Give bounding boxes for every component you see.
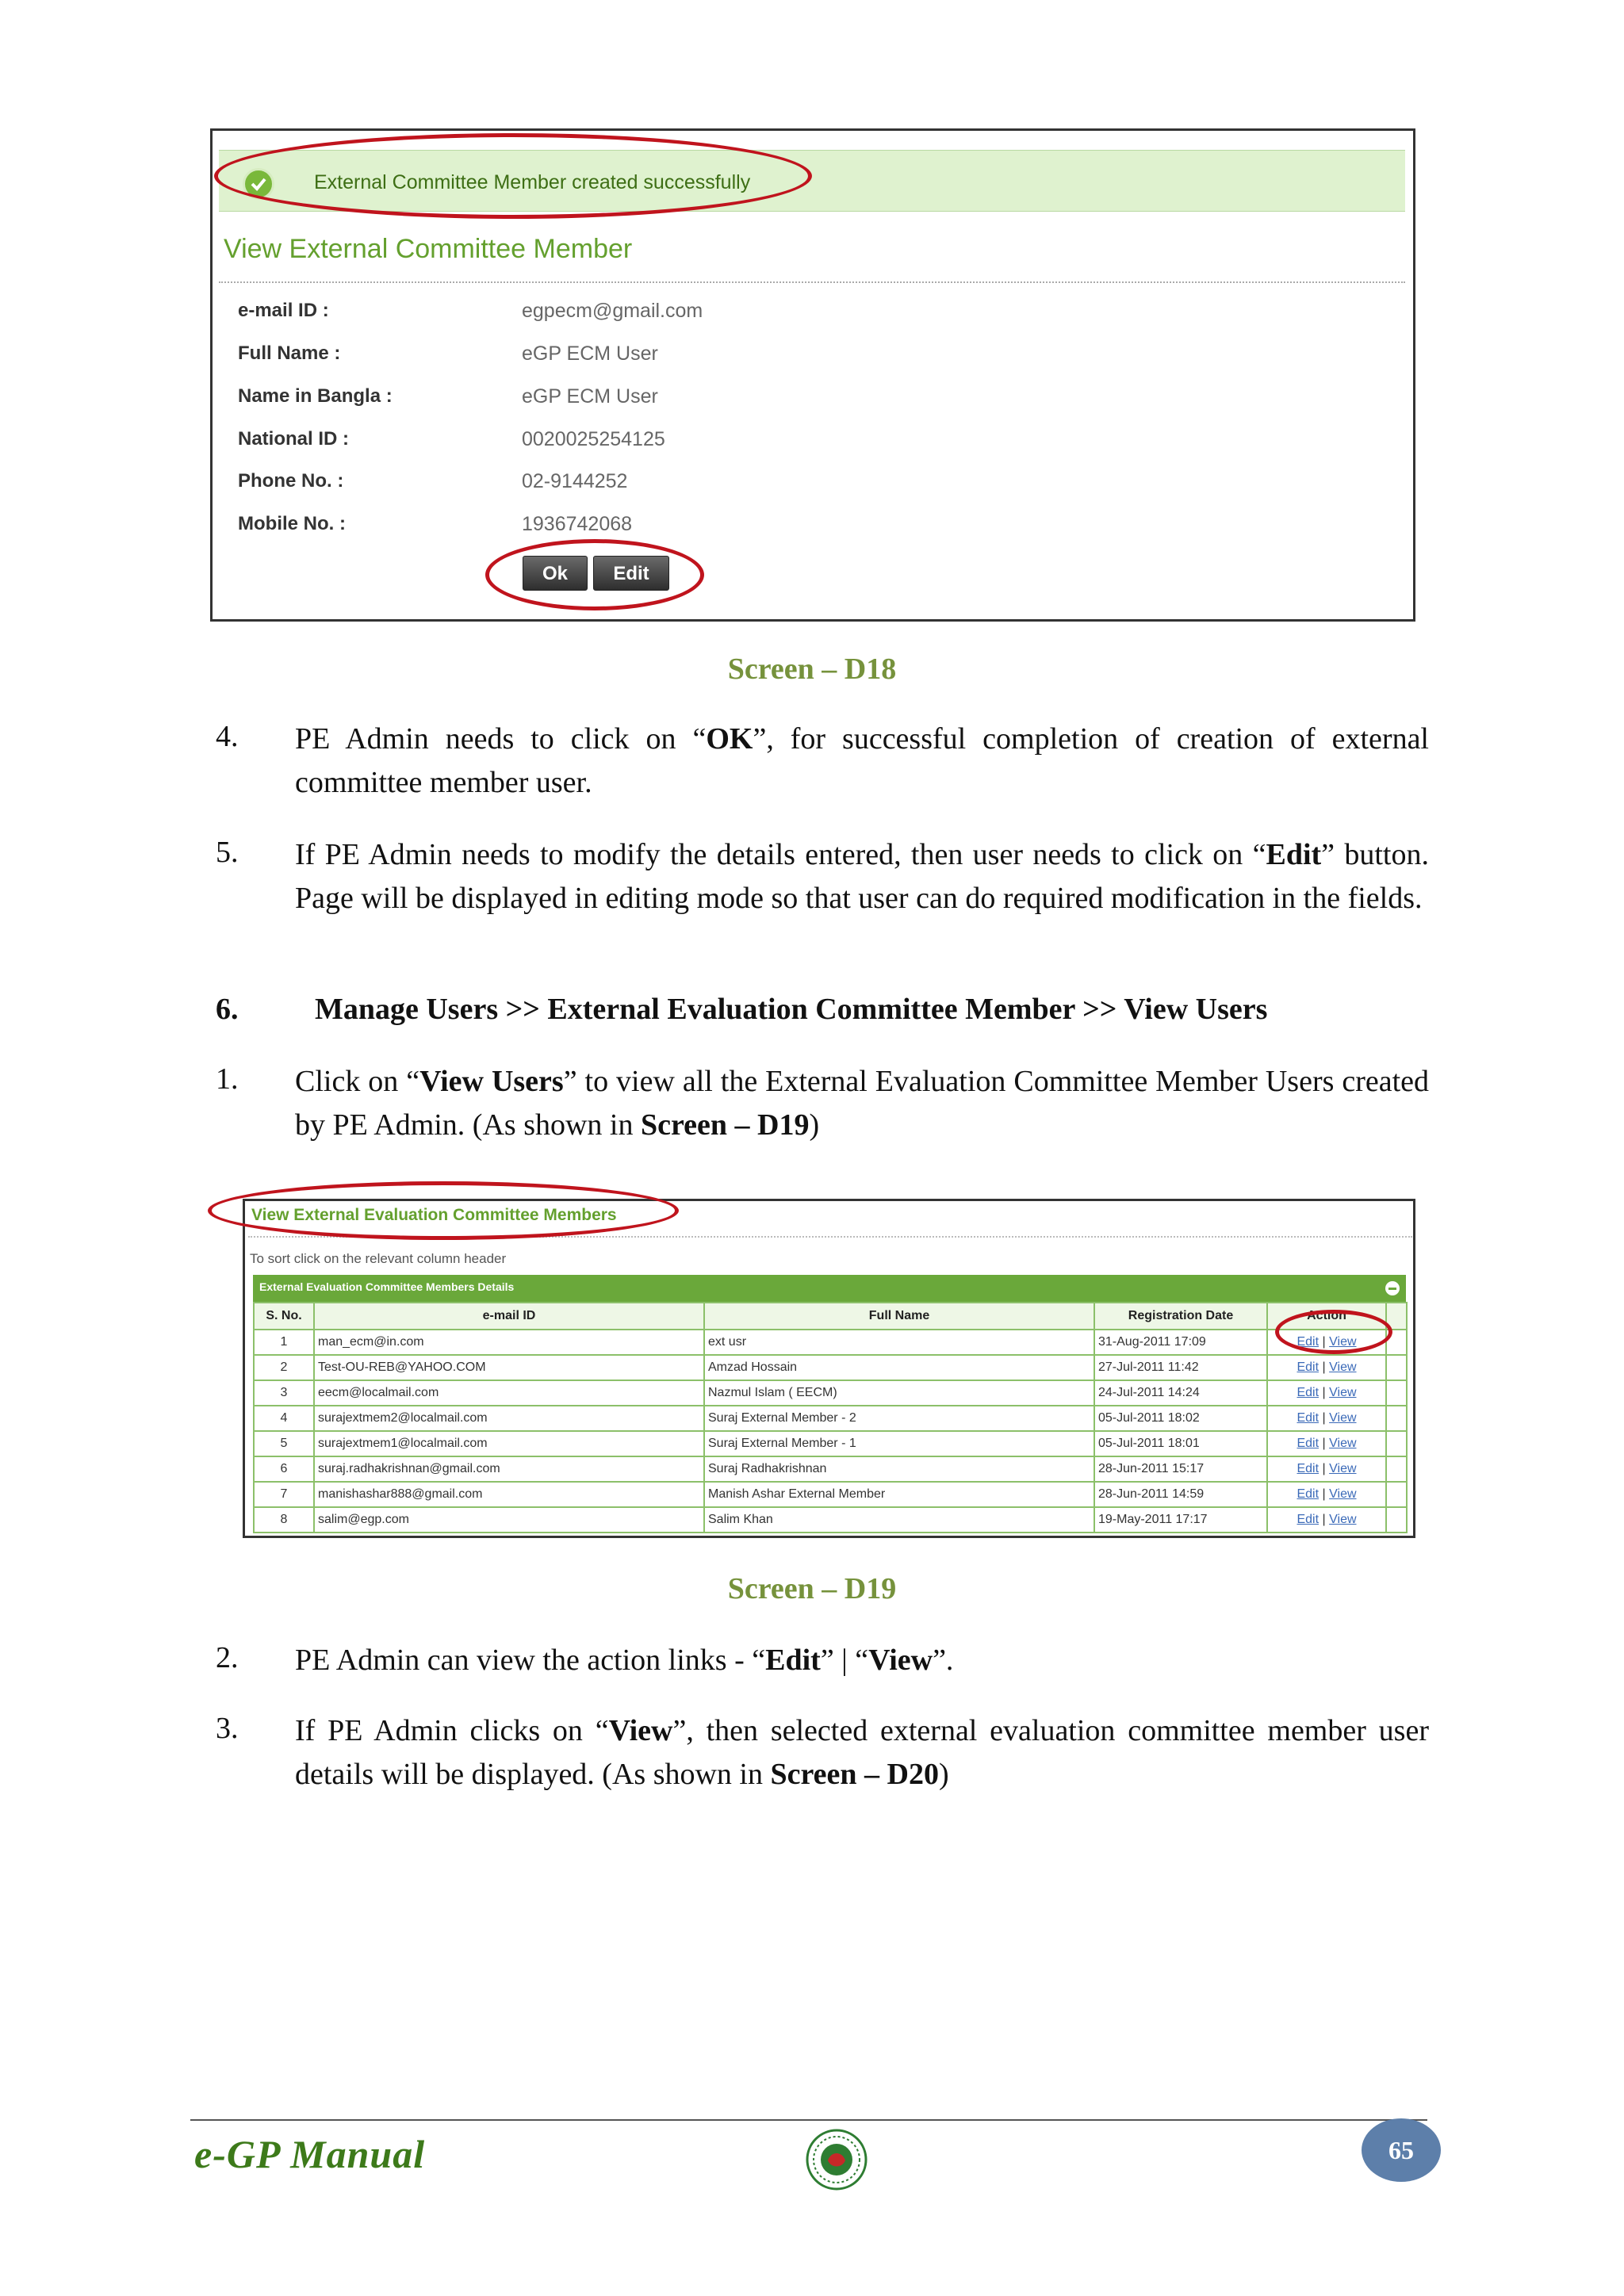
- view-link[interactable]: View: [1329, 1360, 1357, 1374]
- step-text: PE Admin needs to click on “OK”, for successful completion of creation of external committee member user.: [295, 722, 1429, 799]
- government-emblem-icon: [806, 2129, 868, 2191]
- cell-registration-date: 05-Jul-2011 18:01: [1094, 1431, 1267, 1456]
- cell-action: [1267, 1482, 1386, 1507]
- table-row: [254, 1380, 1407, 1406]
- cell-registration-date: 05-Jul-2011 18:02: [1094, 1406, 1267, 1431]
- cell-sno: 2: [254, 1355, 314, 1380]
- step-text: If PE Admin clicks on “View”, then selected external evaluation committee member user details will be displayed. (As shown in Screen – D20): [295, 1714, 1429, 1791]
- highlight-ring-buttons: [485, 539, 704, 610]
- cell-sno: 3: [254, 1380, 314, 1406]
- highlight-ring-action: [1275, 1310, 1392, 1354]
- cell-spacer: [1386, 1431, 1407, 1456]
- column-header-email[interactable]: e-mail ID: [314, 1303, 704, 1330]
- footer-rule: [190, 2119, 1427, 2121]
- field-value-name-bangla: eGP ECM User: [522, 385, 658, 408]
- table-row: [254, 1456, 1407, 1482]
- view-link[interactable]: View: [1329, 1411, 1357, 1425]
- edit-link[interactable]: Edit: [1297, 1386, 1320, 1399]
- cell-email: surajextmem1@localmail.com: [314, 1431, 704, 1456]
- edit-link[interactable]: Edit: [1297, 1513, 1320, 1526]
- view-link[interactable]: View: [1329, 1335, 1357, 1349]
- cell-email: Test-OU-REB@YAHOO.COM: [314, 1355, 704, 1380]
- view-link[interactable]: View: [1329, 1487, 1357, 1501]
- action-separator: |: [1322, 1411, 1326, 1425]
- cell-action: [1267, 1456, 1386, 1482]
- cell-action: [1267, 1380, 1386, 1406]
- action-separator: |: [1322, 1437, 1326, 1450]
- cell-full-name: ext usr: [704, 1330, 1094, 1355]
- table-row: [254, 1330, 1407, 1355]
- field-label-email: e-mail ID :: [238, 300, 329, 321]
- field-value-email: egpecm@gmail.com: [522, 300, 703, 322]
- cell-email: manishashar888@gmail.com: [314, 1482, 704, 1507]
- cell-full-name: Manish Ashar External Member: [704, 1482, 1094, 1507]
- cell-action: [1267, 1355, 1386, 1380]
- view-link[interactable]: View: [1329, 1386, 1357, 1399]
- edit-link[interactable]: Edit: [1297, 1335, 1320, 1349]
- cell-email: eecm@localmail.com: [314, 1380, 704, 1406]
- view-link[interactable]: View: [1329, 1513, 1357, 1526]
- view-link[interactable]: View: [1329, 1462, 1357, 1475]
- action-separator: |: [1322, 1487, 1326, 1501]
- page-number: 65: [1362, 2118, 1441, 2182]
- step-number: 1.: [216, 1062, 239, 1096]
- cell-email: suraj.radhakrishnan@gmail.com: [314, 1456, 704, 1482]
- field-label-phone: Phone No. :: [238, 470, 344, 492]
- cell-registration-date: 24-Jul-2011 14:24: [1094, 1380, 1267, 1406]
- cell-spacer: [1386, 1482, 1407, 1507]
- cell-action: [1267, 1507, 1386, 1533]
- action-separator: |: [1322, 1386, 1326, 1399]
- column-header-sno[interactable]: S. No.: [254, 1303, 314, 1330]
- edit-link[interactable]: Edit: [1297, 1487, 1320, 1501]
- action-separator: |: [1322, 1335, 1326, 1349]
- action-separator: |: [1322, 1360, 1326, 1374]
- edit-link[interactable]: Edit: [1297, 1360, 1320, 1374]
- screenshot-d19: [243, 1199, 1415, 1538]
- action-separator: |: [1322, 1462, 1326, 1475]
- step-number: 5.: [216, 836, 239, 869]
- view-title: View External Committee Member: [224, 234, 633, 264]
- edit-button[interactable]: Edit: [593, 556, 669, 591]
- collapse-icon[interactable]: [1385, 1281, 1400, 1295]
- cell-sno: 8: [254, 1507, 314, 1533]
- column-header-full-name[interactable]: Full Name: [704, 1303, 1094, 1330]
- footer-brand: e-GP Manual: [194, 2132, 426, 2176]
- table-row: [254, 1507, 1407, 1533]
- cell-registration-date: 28-Jun-2011 14:59: [1094, 1482, 1267, 1507]
- success-message: External Committee Member created successfully: [314, 171, 751, 193]
- members-table: [253, 1302, 1408, 1533]
- table-row: [254, 1431, 1407, 1456]
- cell-sno: 7: [254, 1482, 314, 1507]
- step-text: Click on “View Users” to view all the External Evaluation Committee Member Users created by PE Admin. (As shown in Screen – D19): [295, 1065, 1430, 1142]
- field-label-name-bangla: Name in Bangla :: [238, 385, 393, 407]
- caption-d19: Screen – D19: [727, 1572, 897, 1605]
- cell-email: salim@egp.com: [314, 1507, 704, 1533]
- column-header-action: Action: [1267, 1303, 1386, 1330]
- cell-spacer: [1386, 1456, 1407, 1482]
- edit-link[interactable]: Edit: [1297, 1411, 1320, 1425]
- section-number: 6.: [216, 993, 239, 1026]
- cell-full-name: Salim Khan: [704, 1507, 1094, 1533]
- field-label-national-id: National ID :: [238, 428, 350, 450]
- table-row: [254, 1482, 1407, 1507]
- cell-action: [1267, 1431, 1386, 1456]
- cell-email: man_ecm@in.com: [314, 1330, 704, 1355]
- table-row: [254, 1355, 1407, 1380]
- column-header-registration-date[interactable]: Registration Date: [1094, 1303, 1267, 1330]
- cell-full-name: Suraj Radhakrishnan: [704, 1456, 1094, 1482]
- cell-registration-date: 27-Jul-2011 11:42: [1094, 1355, 1267, 1380]
- field-value-mobile: 1936742068: [522, 513, 633, 535]
- table-row: [254, 1406, 1407, 1431]
- cell-registration-date: 28-Jun-2011 15:17: [1094, 1456, 1267, 1482]
- field-label-mobile: Mobile No. :: [238, 513, 346, 534]
- cell-full-name: Amzad Hossain: [704, 1355, 1094, 1380]
- sort-hint: To sort click on the relevant column header: [250, 1251, 507, 1266]
- cell-full-name: Suraj External Member - 2: [704, 1406, 1094, 1431]
- highlight-ring-success: [214, 133, 812, 219]
- cell-registration-date: 31-Aug-2011 17:09: [1094, 1330, 1267, 1355]
- cell-sno: 5: [254, 1431, 314, 1456]
- panel-title: External Evaluation Committee Members Details: [259, 1280, 515, 1293]
- highlight-ring-title: [208, 1181, 679, 1240]
- cell-spacer: [1386, 1355, 1407, 1380]
- cell-sno: 6: [254, 1456, 314, 1482]
- panel-header: [253, 1275, 1406, 1302]
- cell-full-name: Nazmul Islam ( EECM): [704, 1380, 1094, 1406]
- cell-spacer: [1386, 1406, 1407, 1431]
- step-number: 4.: [216, 720, 239, 753]
- cell-email: surajextmem2@localmail.com: [314, 1406, 704, 1431]
- cell-registration-date: 19-May-2011 17:17: [1094, 1507, 1267, 1533]
- step-text: If PE Admin needs to modify the details entered, then user needs to click on “Edit” button. Page will be displayed in editing mode so that user can do required modification in the fields.: [295, 838, 1429, 915]
- step-text: PE Admin can view the action links - “Edit” | “View”.: [295, 1644, 954, 1677]
- step-number: 2.: [216, 1641, 239, 1674]
- cell-sno: 4: [254, 1406, 314, 1431]
- cell-full-name: Suraj External Member - 1: [704, 1431, 1094, 1456]
- cell-sno: 1: [254, 1330, 314, 1355]
- edit-link[interactable]: Edit: [1297, 1437, 1320, 1450]
- section-title: Manage Users >> External Evaluation Committee Member >> View Users: [315, 993, 1268, 1026]
- ok-button[interactable]: Ok: [523, 556, 588, 591]
- caption-d18: Screen – D18: [727, 652, 897, 686]
- cell-spacer: [1386, 1507, 1407, 1533]
- cell-spacer: [1386, 1380, 1407, 1406]
- action-separator: |: [1322, 1513, 1326, 1526]
- field-value-national-id: 0020025254125: [522, 428, 665, 450]
- step-number: 3.: [216, 1712, 239, 1745]
- field-label-full-name: Full Name :: [238, 342, 341, 364]
- field-value-full-name: eGP ECM User: [522, 342, 658, 365]
- view-members-title: View External Evaluation Committee Members: [251, 1206, 617, 1224]
- view-link[interactable]: View: [1329, 1437, 1357, 1450]
- cell-action: [1267, 1406, 1386, 1431]
- edit-link[interactable]: Edit: [1297, 1462, 1320, 1475]
- field-value-phone: 02-9144252: [522, 470, 628, 492]
- divider: [219, 281, 1405, 283]
